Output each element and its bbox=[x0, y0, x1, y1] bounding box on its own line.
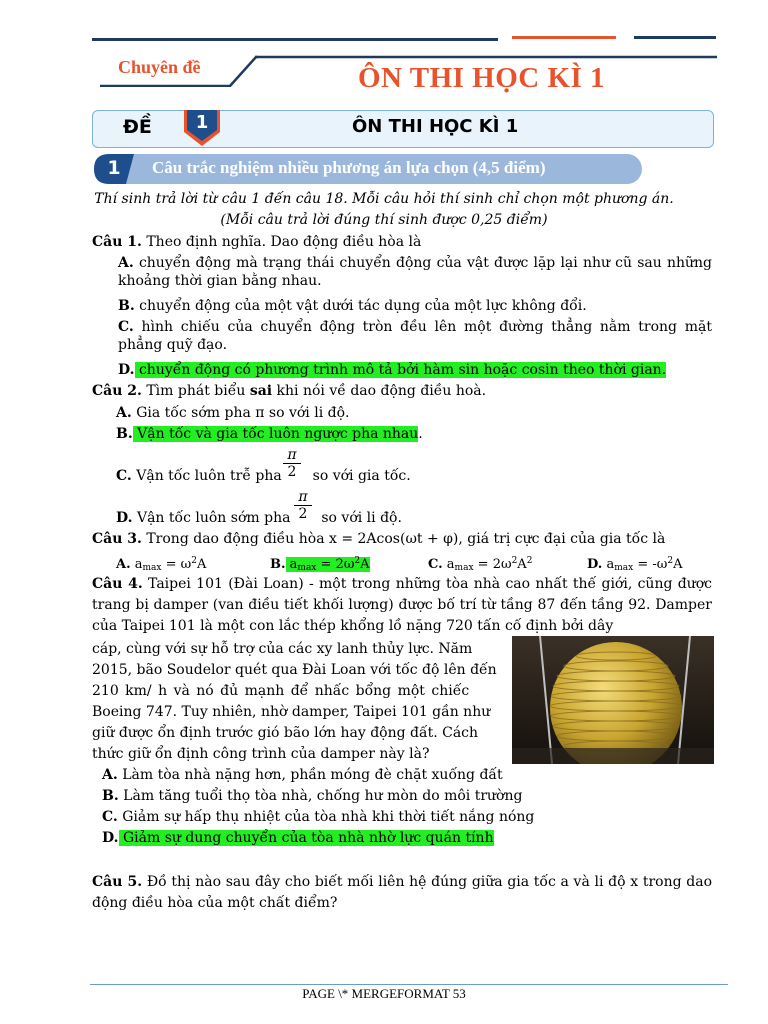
de-number: 1 bbox=[195, 112, 209, 133]
q1-a-text: chuyển động mà trạng thái chuyển động của vật được lặp lại như cũ sau những khoảng thời gian bằng nhau. bbox=[118, 255, 712, 289]
q4-line-2: 2015, bão Soudelor quét qua Đài Loan với tốc độ lên đến bbox=[92, 662, 497, 678]
taipei-damper-photo bbox=[512, 636, 714, 764]
q4-option-b bbox=[102, 787, 522, 805]
q1-b-label: B. bbox=[118, 298, 135, 314]
q2-option-b bbox=[116, 425, 423, 443]
q4-option-d bbox=[102, 829, 494, 847]
q1-c-text: hình chiếu của chuyển động tròn đều lên một đường thẳng nằm trong mặt phẳng quỹ đạo. bbox=[118, 319, 712, 353]
q5-label: Câu 5. bbox=[92, 874, 143, 890]
q1-option-d bbox=[118, 361, 666, 379]
q3-a-label: A. bbox=[116, 557, 131, 572]
header-line-left bbox=[92, 38, 498, 41]
q1-option-b bbox=[118, 297, 587, 315]
q4-line-5: giữ được ổn định trước gió bão lớn hay động đất. Cách bbox=[92, 725, 479, 741]
q3-b-answer bbox=[286, 557, 370, 572]
q2-b-end: . bbox=[418, 426, 423, 442]
q3-d-sq: 2 bbox=[667, 556, 674, 566]
q4-d-text: Giảm sự dung chuyển của tòa nhà nhờ lực quán tính bbox=[118, 830, 494, 846]
q4-line-1: cáp, cùng với sự hỗ trợ của các xy lanh thủy lực. Năm bbox=[92, 641, 473, 657]
q2-d-frac-num: π bbox=[298, 489, 308, 505]
q2-c-post: so với gia tốc. bbox=[308, 468, 411, 484]
q3-b-sym: a bbox=[285, 557, 298, 572]
q2-d-label: D. bbox=[116, 510, 133, 526]
q3-b-A: A bbox=[360, 557, 370, 572]
q3-d-val: = -ω bbox=[633, 557, 668, 572]
q3-c-val: = 2ω bbox=[473, 557, 512, 572]
q3-c-sym: a bbox=[442, 557, 455, 572]
q2-option-c bbox=[116, 467, 411, 485]
q2-text-bold: sai bbox=[249, 383, 273, 399]
intro-line-2: (Mỗi câu trả lời đúng thí sinh được 0,25 điểm) bbox=[220, 212, 548, 228]
q2-d-pre: Vận tốc luôn sớm pha bbox=[132, 510, 295, 526]
page-footer: PAGE \* MERGEFORMAT 53 bbox=[302, 986, 466, 1001]
q3-a-max: max bbox=[142, 563, 162, 573]
footer-divider bbox=[90, 984, 728, 985]
q1-d-text: chuyển động có phương trình mô tả bởi hàm sin hoặc cosin theo thời gian. bbox=[134, 362, 667, 378]
de-title: ÔN THI HỌC KÌ 1 bbox=[352, 116, 519, 137]
q3-c-A: A bbox=[517, 557, 527, 572]
intro-line-1: Thí sinh trả lời từ câu 1 đến câu 18. Mỗi câu hỏi thí sinh chỉ chọn một phương án. bbox=[94, 191, 674, 207]
q1-option-c bbox=[118, 318, 712, 354]
q4-line-3: 210 km/ h và nó đủ mạnh để nhấc bổng một chiếc bbox=[92, 683, 470, 699]
q2-text-post: khi nói về dao động điều hoà. bbox=[272, 383, 487, 399]
q2-option-d bbox=[116, 509, 402, 527]
q2-label: Câu 2. bbox=[92, 383, 142, 399]
q4-d-label: D. bbox=[102, 830, 119, 846]
q1-a-label: A. bbox=[118, 255, 134, 271]
q3-b-val: = 2ω bbox=[316, 557, 355, 572]
title-underline bbox=[255, 55, 717, 59]
q4-b-label: B. bbox=[102, 788, 119, 804]
q2-c-pre: Vận tốc luôn trễ pha bbox=[131, 468, 287, 484]
q4-b-text: Làm tăng tuổi thọ tòa nhà, chống hư mòn do môi trường bbox=[118, 788, 523, 804]
q2-option-a bbox=[116, 404, 349, 422]
q3-a-sym: a bbox=[130, 557, 143, 572]
q3-d-sym: a bbox=[602, 557, 615, 572]
q2-a-text: Gia tốc sớm pha π so với li độ. bbox=[131, 405, 350, 421]
page-title: ÔN THI HỌC KÌ 1 bbox=[358, 62, 606, 94]
q4-option-c bbox=[102, 808, 534, 826]
q3-c-sq2: 2 bbox=[526, 556, 533, 566]
q4-a-label: A. bbox=[102, 767, 118, 783]
q3-a-val: = ω bbox=[161, 557, 192, 572]
q5-text: Đồ thị nào sau đây cho biết mối liên hệ đúng giữa gia tốc a và li độ x trong dao động điều hòa của một chất điểm? bbox=[92, 874, 712, 911]
q1-b-text: chuyển động của một vật dưới tác dụng của một lực không đổi. bbox=[134, 298, 587, 314]
q3-label: Câu 3. bbox=[92, 531, 142, 547]
section-title: Câu trắc nghiệm nhiều phương án lựa chọn (4,5 điểm) bbox=[152, 158, 546, 177]
q4-text: Taipei 101 (Đài Loan) - một trong những tòa nhà cao nhất thế giới, cũng được trang bị damper (van điều tiết khối lượng) được bố trí từ tầng 87 đến tầng 92. Damper của Taipei 101 là một con lắc thép khổng lồ nặng 720 tấn cố định bởi dây bbox=[92, 576, 712, 634]
q2-a-label: A. bbox=[116, 405, 132, 421]
q3-b-max: max bbox=[297, 563, 317, 573]
q3-a-sq: 2 bbox=[191, 556, 197, 566]
de-label: ĐỀ bbox=[123, 116, 152, 138]
q2-c-frac-num: π bbox=[287, 447, 297, 463]
q4-paragraph bbox=[92, 574, 712, 637]
q3-b-sq: 2 bbox=[354, 556, 361, 566]
q3-d-A: A bbox=[673, 557, 683, 572]
q4-c-text: Giảm sự hấp thụ nhiệt của tòa nhà khi thời tiết nắng nóng bbox=[117, 809, 535, 825]
q3-a-A: A bbox=[197, 557, 207, 572]
q4-c-label: C. bbox=[102, 809, 118, 825]
header-line-right bbox=[634, 36, 716, 39]
q2-text-pre: Tìm phát biểu bbox=[141, 383, 250, 399]
q2-b-label: B. bbox=[116, 426, 133, 442]
q4-label: Câu 4. bbox=[92, 576, 143, 592]
q3-c-sq: 2 bbox=[511, 556, 518, 566]
q2-d-frac-den: 2 bbox=[294, 505, 312, 522]
q1-stem bbox=[92, 233, 421, 251]
q1-option-a bbox=[118, 254, 712, 290]
q4-line-4: Boeing 747. Tuy nhiên, nhờ damper, Taipei 101 gần như bbox=[92, 704, 491, 720]
section-number: 1 bbox=[107, 157, 121, 179]
q2-c-frac-den: 2 bbox=[283, 463, 301, 480]
damper-sphere-image bbox=[512, 636, 714, 764]
header-line-orange bbox=[512, 36, 616, 39]
q2-c-fraction bbox=[283, 447, 301, 480]
q3-d-max: max bbox=[614, 563, 634, 573]
q2-c-label: C. bbox=[116, 468, 132, 484]
q2-stem bbox=[92, 382, 486, 400]
q5-stem bbox=[92, 872, 712, 914]
q1-c-label: C. bbox=[118, 319, 134, 335]
q3-c-label: C. bbox=[428, 557, 443, 572]
q3-text: Trong dao động điều hòa x = 2Acos(ωt + φ), giá trị cực đại của gia tốc là bbox=[141, 531, 666, 547]
chuyen-de-label: Chuyên đề bbox=[118, 57, 201, 77]
q2-d-fraction bbox=[294, 489, 312, 522]
q4-line-6: thức giữ ổn định công trình của damper này là? bbox=[92, 746, 430, 762]
q3-c-max: max bbox=[454, 563, 474, 573]
q4-a-text: Làm tòa nhà nặng hơn, phần móng đè chặt xuống đất bbox=[117, 767, 503, 783]
q1-text: Theo định nghĩa. Dao động điều hòa là bbox=[141, 234, 422, 250]
q3-b-label: B. bbox=[270, 557, 286, 572]
q3-d-label: D. bbox=[587, 557, 603, 572]
q2-b-text: Vận tốc và gia tốc luôn ngược pha nhau bbox=[132, 426, 419, 442]
q4-option-a bbox=[102, 766, 503, 784]
q1-d-label: D. bbox=[118, 362, 135, 378]
q3-stem bbox=[92, 530, 665, 548]
q1-label: Câu 1. bbox=[92, 234, 142, 250]
q2-d-post: so với li độ. bbox=[316, 510, 402, 526]
